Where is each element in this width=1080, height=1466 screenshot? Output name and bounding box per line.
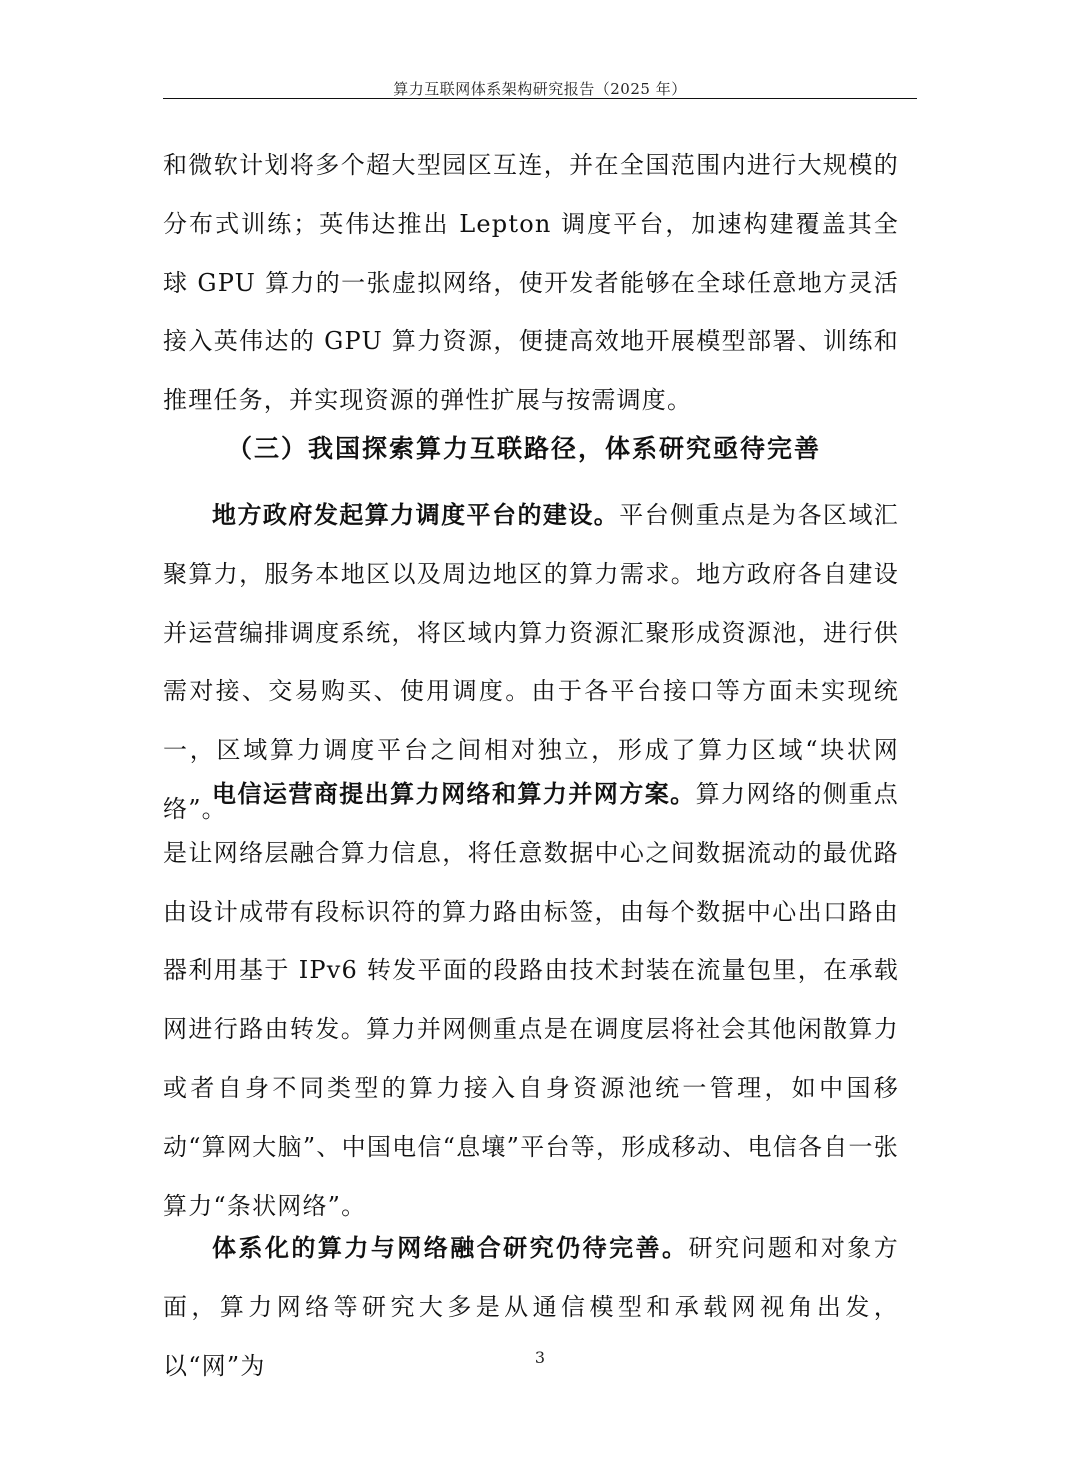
paragraph-text: 算力网络的侧重点是让网络层融合算力信息，将任意数据中心之间数据流动的最优路由设计成带有段标识符的算力路由标签，由每个数据中心出口路由器利用基于 IPv6 转发平面的段路由技术封装在流量包里，在承载网进行路由转发。算力并网侧重点是在调度层将社会其他闲散算力或者自身不同类型的算力接入自身资源池统一管理，如中国移动“算网大脑”、中国电信“息壤”平台等，形成移动、电信各自一张算力“条状网络”。 xyxy=(163,780,899,1220)
section-heading: （三）我国探索算力互联路径，体系研究亟待完善 xyxy=(227,434,822,463)
paragraph-body xyxy=(163,1219,899,1395)
running-header: 算力互联网体系架构研究报告（2025 年） xyxy=(393,80,687,98)
header-rule xyxy=(163,98,917,99)
page-number: 3 xyxy=(534,1348,546,1367)
continued-paragraph-text: 和微软计划将多个超大型园区互连，并在全国范围内进行大规模的分布式训练；英伟达推出 Lepton 调度平台，加速构建覆盖其全球 GPU 算力的一张虚拟网络，使开发者能够在全球任意地方灵活接入英伟达的 GPU 算力资源，便捷高效地开展模型部署、训练和推理任务，并实现资源的弹性扩展与按需调度。 xyxy=(163,151,899,415)
paragraph-text: 平台侧重点是为各区域汇聚算力，服务本地区以及周边地区的算力需求。地方政府各自建设并运营编排调度系统，将区域内算力资源汇聚形成资源池，进行供需对接、交易购买、使用调度。由于各平台接口等方面未实现统一，区域算力调度平台之间相对独立，形成了算力区域“块状网络”。 xyxy=(163,501,900,823)
paragraph-lead: 地方政府发起算力调度平台的建设。 xyxy=(212,500,620,529)
continued-paragraph xyxy=(163,136,899,430)
paragraph-lead: 体系化的算力与网络融合研究仍待完善。 xyxy=(212,1233,689,1262)
paragraph-body xyxy=(163,765,899,1235)
paragraph-telecom-operators xyxy=(163,765,899,1235)
paragraph-lead: 电信运营商提出算力网络和算力并网方案。 xyxy=(212,779,696,808)
paragraph-systematic-research xyxy=(163,1219,899,1395)
paragraph-text: 研究问题和对象方面，算力网络等研究大多是从通信模型和承载网视角出发，以“网”为 xyxy=(163,1234,899,1380)
